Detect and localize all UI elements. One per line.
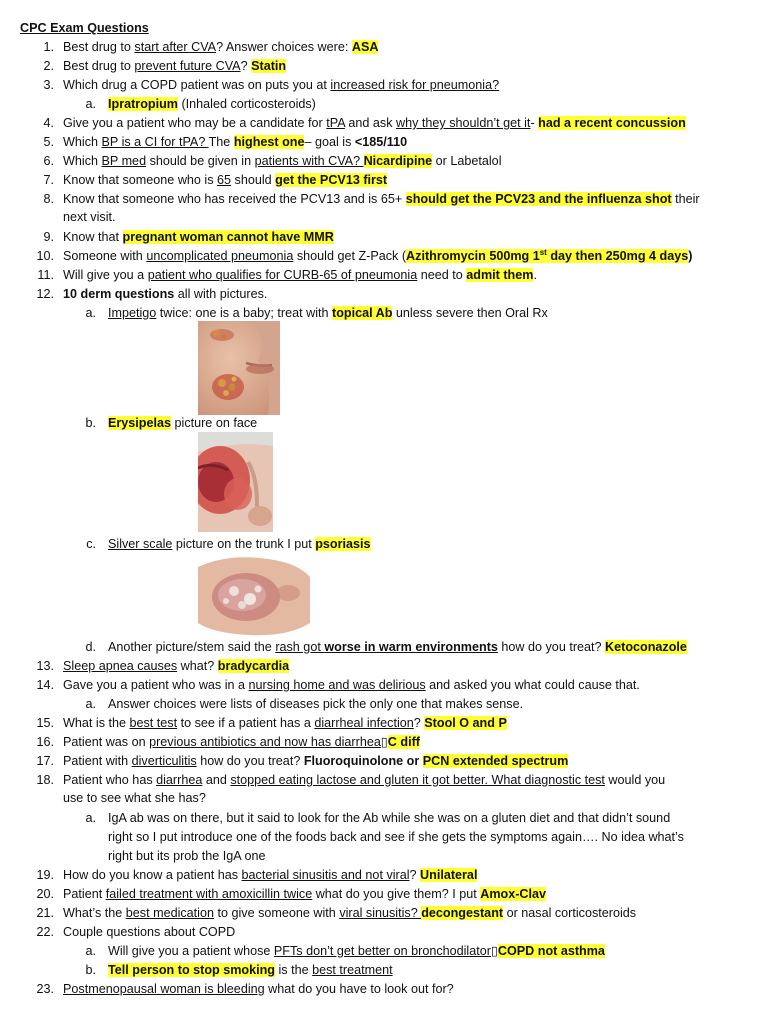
- psoriasis-photo: [198, 553, 310, 637]
- erysipelas-photo: [198, 432, 273, 532]
- impetigo-photo: [198, 321, 280, 415]
